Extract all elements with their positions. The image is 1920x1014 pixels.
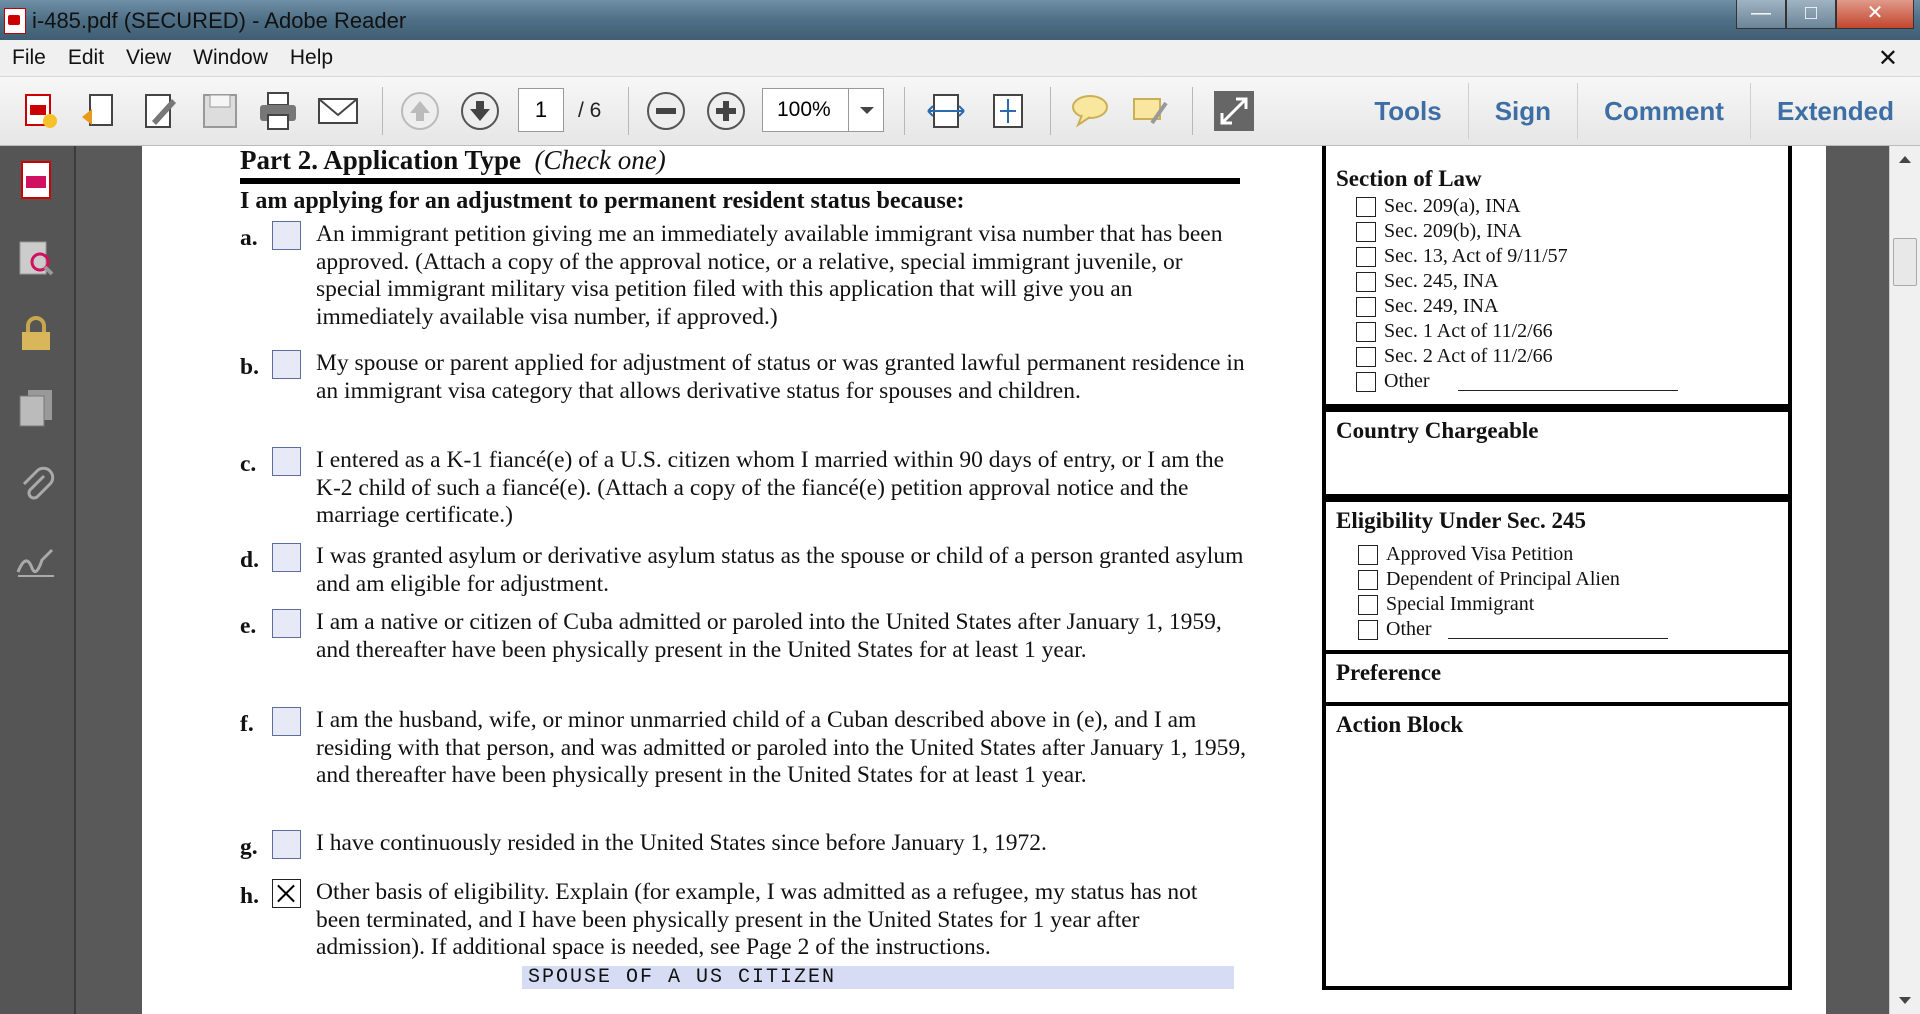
option-h-text-wrap	[316, 879, 1246, 962]
option-text: I am a native or citizen of Cuba admitted or paroled into the United States after January 1, 1959, and thereafter have been physically present in the United States for at least 1 year.	[316, 609, 1222, 663]
law-checkbox[interactable]	[1356, 297, 1376, 317]
country-chargeable-box	[1322, 408, 1792, 498]
fit-page-icon[interactable]	[986, 89, 1030, 133]
option-text: I have continuously resided in the United States since before January 1, 1972.	[316, 830, 1047, 856]
comment-link[interactable]: Comment	[1577, 83, 1750, 139]
comment-bubble-icon[interactable]	[1068, 89, 1112, 133]
law-label: Sec. 13, Act of 9/11/57	[1384, 245, 1568, 267]
preference-box	[1322, 650, 1792, 706]
scroll-thumb[interactable]	[1893, 238, 1917, 286]
eligibility-checkbox[interactable]	[1358, 570, 1378, 590]
zoom-value: 100%	[777, 98, 831, 121]
eligibility-label: Other	[1386, 618, 1432, 640]
menu-file[interactable]: File	[12, 46, 46, 69]
law-option[interactable]	[1356, 194, 1678, 219]
lock-icon[interactable]	[14, 312, 58, 356]
eligibility-label: Dependent of Principal Alien	[1386, 568, 1620, 590]
document-view[interactable]	[76, 146, 1890, 1014]
other-line	[1448, 620, 1668, 639]
next-page-icon[interactable]	[458, 89, 502, 133]
law-option[interactable]	[1356, 219, 1678, 244]
law-option[interactable]	[1356, 319, 1678, 344]
page-number-input[interactable]: 1	[518, 88, 564, 132]
option-a-checkbox[interactable]	[272, 221, 301, 250]
option-letter: e.	[240, 613, 257, 639]
menu-view[interactable]: View	[126, 46, 172, 69]
law-label: Sec. 1 Act of 11/2/66	[1384, 320, 1553, 342]
part-note: (Check one)	[534, 146, 666, 175]
eligibility-checkbox[interactable]	[1358, 595, 1378, 615]
option-text: I was granted asylum or derivative asylum status as the spouse or child of a person granted asylum and am eligible for adjustment.	[316, 543, 1244, 597]
eligibility-label: Approved Visa Petition	[1386, 543, 1574, 565]
fullscreen-icon[interactable]	[1212, 89, 1256, 133]
navigation-panel	[0, 146, 76, 1014]
option-b-checkbox[interactable]	[272, 350, 301, 379]
email-icon[interactable]	[316, 89, 360, 133]
option-text: An immigrant petition giving me an immediately available immigrant visa number that has been approved. (Attach a copy of the approval notice, or a relative, special immigrant juvenile, or special immigrant military visa petition filed with this application that will give you an immediately available visa number, if approved.)	[316, 221, 1223, 330]
option-letter: a.	[240, 225, 258, 251]
law-label: Sec. 245, INA	[1384, 270, 1499, 292]
action-block-heading: Action Block	[1336, 712, 1464, 737]
toolbar-separator	[382, 87, 383, 135]
eligibility-list	[1358, 542, 1668, 642]
option-e-checkbox[interactable]	[272, 609, 301, 638]
highlight-icon[interactable]	[1128, 89, 1172, 133]
toolbar	[0, 77, 1920, 146]
option-g-checkbox[interactable]	[272, 830, 301, 859]
window-title: i-485.pdf (SECURED) - Adobe Reader	[32, 8, 407, 33]
option-f-checkbox[interactable]	[272, 707, 301, 736]
toolbar-separator	[904, 87, 905, 135]
section-of-law-heading: Section of Law	[1336, 166, 1482, 191]
pdf-page	[142, 146, 1826, 1014]
prev-page-icon[interactable]	[398, 89, 442, 133]
option-letter: d.	[240, 547, 259, 573]
menu-window[interactable]: Window	[193, 46, 268, 69]
chevron-down-icon[interactable]	[848, 89, 883, 131]
law-option[interactable]	[1356, 244, 1678, 269]
search-pages-icon[interactable]	[14, 236, 58, 280]
vertical-scrollbar[interactable]	[1889, 146, 1920, 1014]
option-letter: h.	[240, 883, 259, 909]
tools-link[interactable]: Tools	[1374, 96, 1442, 126]
top-nav-links	[1348, 77, 1920, 145]
law-checkbox[interactable]	[1356, 222, 1376, 242]
fit-width-icon[interactable]	[924, 89, 968, 133]
menu-help[interactable]: Help	[289, 46, 334, 69]
law-label: Sec. 209(b), INA	[1384, 220, 1522, 242]
law-checkbox[interactable]	[1356, 247, 1376, 267]
toolbar-separator	[628, 87, 629, 135]
close-button[interactable]: ✕	[1836, 0, 1914, 29]
print-icon[interactable]	[256, 89, 300, 133]
option-h-checkbox[interactable]	[272, 879, 301, 908]
law-option[interactable]	[1356, 294, 1678, 319]
eligibility-label: Special Immigrant	[1386, 593, 1535, 615]
explain-field-wrap	[522, 966, 1234, 989]
part-title: Part 2. Application Type	[240, 146, 522, 175]
eligibility-option[interactable]	[1358, 542, 1668, 567]
scroll-down-arrow-icon[interactable]	[1899, 997, 1911, 1004]
explain-input[interactable]: SPOUSE OF A US CITIZEN	[522, 966, 1234, 989]
toolbar-separator	[1050, 87, 1051, 135]
eligibility-option[interactable]	[1358, 592, 1668, 617]
law-checkbox[interactable]	[1356, 322, 1376, 342]
option-letter: g.	[240, 834, 258, 860]
law-option[interactable]	[1356, 369, 1678, 394]
law-label: Other	[1384, 370, 1430, 392]
option-text: I entered as a K-1 fiancé(e) of a U.S. citizen whom I married within 90 days of entry, or I am the K-2 child of such a fiancé(e). (Attach a copy of the fiancé(e) petition approval notice and the marriage certificate.)	[316, 447, 1225, 528]
pdf-app-icon	[4, 8, 26, 34]
option-letter: c.	[240, 451, 257, 477]
minimize-button[interactable]: —	[1736, 0, 1786, 29]
maximize-button[interactable]: □	[1786, 0, 1836, 29]
save-icon[interactable]	[198, 89, 242, 133]
eligibility-heading: Eligibility Under Sec. 245	[1336, 508, 1587, 533]
intro-text: I am applying for an adjustment to permanent resident status because:	[240, 188, 965, 214]
law-label: Sec. 209(a), INA	[1384, 195, 1521, 217]
preference-heading: Preference	[1336, 660, 1442, 685]
sign-link[interactable]: Sign	[1468, 83, 1577, 139]
signature-icon[interactable]	[14, 538, 58, 582]
eligibility-checkbox[interactable]	[1358, 620, 1378, 640]
menu-bar	[0, 40, 1920, 77]
law-option[interactable]	[1356, 269, 1678, 294]
scroll-up-arrow-icon[interactable]	[1899, 156, 1911, 163]
zoom-in-icon[interactable]	[704, 89, 748, 133]
pdf-panel-icon[interactable]	[14, 158, 58, 202]
eligibility-option[interactable]	[1358, 617, 1668, 642]
option-text: My spouse or parent applied for adjustment of status or was granted lawful permanent residence in an immigrant visa category that allows derivative status for spouses and children.	[316, 350, 1245, 404]
law-checkbox[interactable]	[1356, 372, 1376, 392]
zoom-select[interactable]	[762, 88, 884, 132]
window-controls	[1736, 0, 1914, 30]
title-bar	[0, 0, 1920, 40]
law-checkbox[interactable]	[1356, 272, 1376, 292]
heading-rule	[240, 178, 1240, 184]
pages-icon[interactable]	[14, 386, 58, 430]
country-chargeable-heading: Country Chargeable	[1336, 418, 1539, 443]
action-block-box	[1322, 702, 1792, 990]
section-of-law-box	[1322, 146, 1792, 408]
other-line	[1458, 372, 1678, 391]
law-label: Sec. 2 Act of 11/2/66	[1384, 345, 1553, 367]
zoom-out-icon[interactable]	[644, 89, 688, 133]
create-pdf-icon[interactable]	[18, 89, 62, 133]
option-d-checkbox[interactable]	[272, 543, 301, 572]
law-checkbox[interactable]	[1356, 197, 1376, 217]
part-heading	[240, 146, 666, 176]
export-icon[interactable]	[78, 89, 122, 133]
extended-link[interactable]: Extended	[1750, 83, 1920, 139]
option-letter: b.	[240, 354, 259, 380]
eligibility-box	[1322, 498, 1792, 654]
page-total: / 6	[578, 99, 602, 122]
attachment-icon[interactable]	[14, 462, 58, 506]
option-text: I am the husband, wife, or minor unmarried child of a Cuban described above in (e), and I am residing with that person, and was admitted or paroled into the United States after January 1, 1959, and thereafter have been physically present in the United States for at least 1 year.	[316, 707, 1246, 788]
edit-icon[interactable]	[138, 89, 182, 133]
toolbar-separator	[1192, 87, 1193, 135]
law-option[interactable]	[1356, 344, 1678, 369]
eligibility-option[interactable]	[1358, 567, 1668, 592]
law-checkbox[interactable]	[1356, 347, 1376, 367]
menu-edit[interactable]: Edit	[67, 46, 105, 69]
eligibility-checkbox[interactable]	[1358, 545, 1378, 565]
option-text: Other basis of eligibility. Explain (for example, I was admitted as a refugee, my status has not been terminated, and I have been physically present in the United States for 1 year after admission). If additional space is needed, see Page 2 of the instructions.	[316, 879, 1198, 960]
close-document-button[interactable]: ✕	[1877, 45, 1898, 72]
option-c-checkbox[interactable]	[272, 447, 301, 476]
option-letter: f.	[240, 711, 254, 737]
law-label: Sec. 249, INA	[1384, 295, 1499, 317]
section-of-law-list	[1356, 194, 1678, 394]
